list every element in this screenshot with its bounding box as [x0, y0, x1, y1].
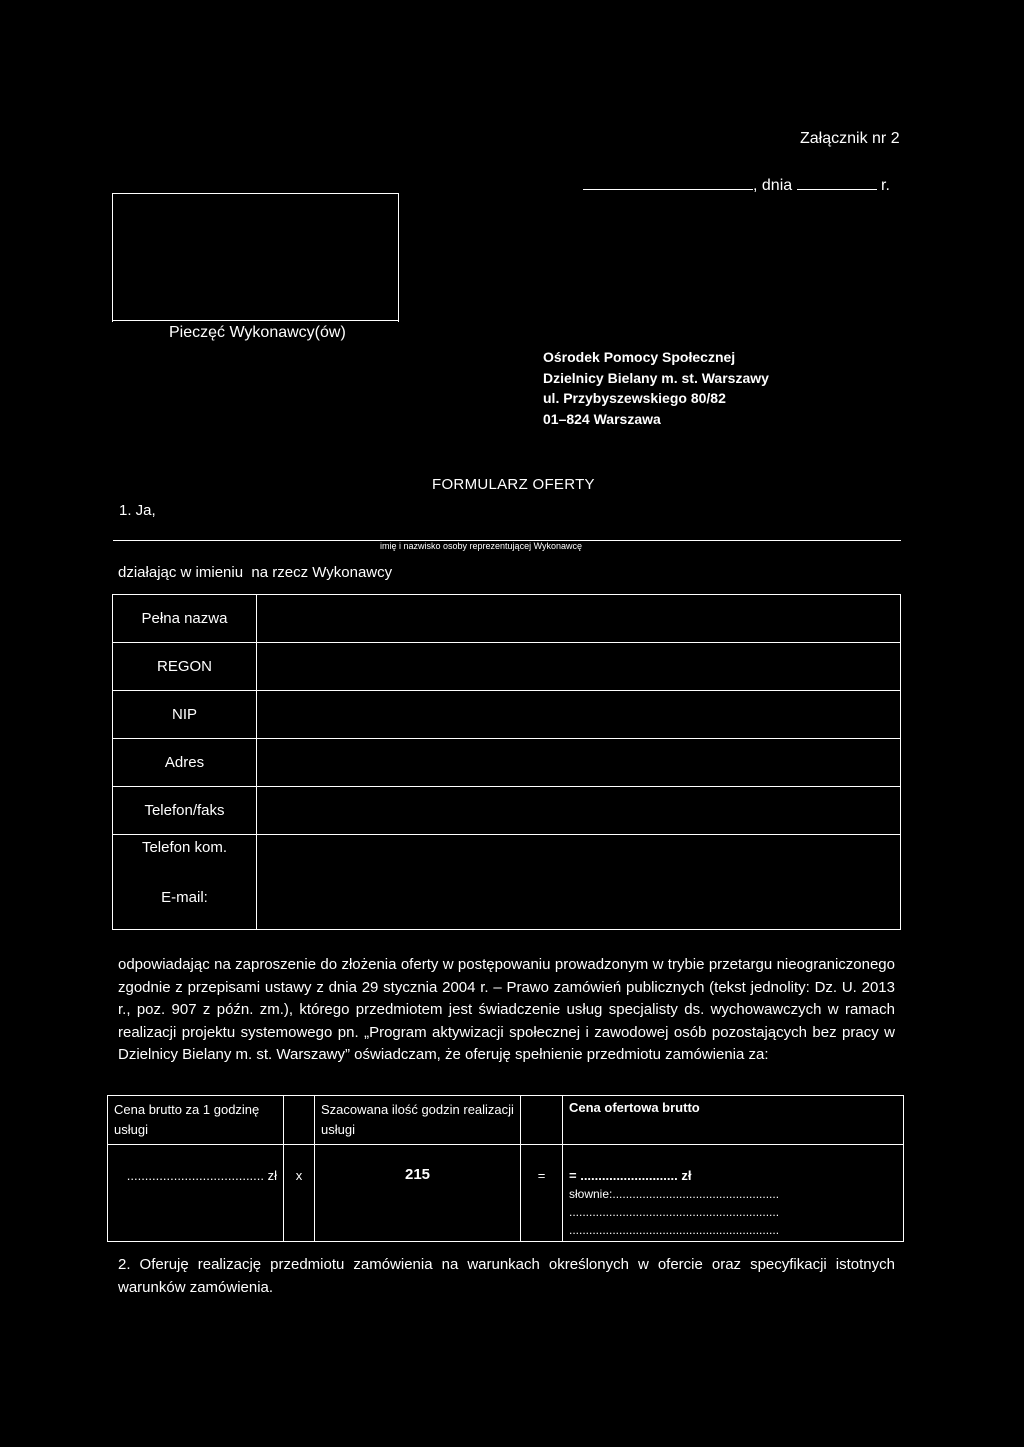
equals-sign: =	[521, 1145, 563, 1242]
form-title: FORMULARZ OFERTY	[432, 476, 595, 493]
header-spacer-1	[284, 1096, 315, 1145]
nip-field[interactable]	[257, 691, 901, 739]
in-words-line-2[interactable]: ...............................................................	[569, 1205, 780, 1219]
header-total-price: Cena ofertowa brutto	[563, 1096, 904, 1145]
times-sign: x	[284, 1145, 315, 1242]
contractor-info-table	[112, 594, 901, 930]
item-2-paragraph: 2. Oferuję realizację przedmiotu zamówienia na warunkach określonych w ofercie oraz specyfikacji istotnych warunków zamówienia.	[118, 1256, 895, 1296]
in-words-field[interactable]: słownie:..................................................	[569, 1187, 780, 1201]
row-label-phone-fax: Telefon/faks	[113, 787, 257, 835]
hours-value: 215	[315, 1145, 521, 1242]
stamp-baseline	[112, 320, 398, 321]
recipient-address	[543, 347, 769, 429]
unit-price-field[interactable]: ...................................... zł	[108, 1145, 284, 1242]
place-date-line	[583, 175, 890, 195]
date-suffix: r.	[881, 177, 890, 194]
place-field[interactable]	[583, 175, 753, 190]
row-label-email: E-mail:	[113, 885, 257, 930]
row-label-regon: REGON	[113, 643, 257, 691]
regon-field[interactable]	[257, 643, 901, 691]
table-row	[113, 691, 901, 739]
full-name-field[interactable]	[257, 595, 901, 643]
row-label-mobile: Telefon kom.	[113, 835, 257, 886]
header-spacer-2	[521, 1096, 563, 1145]
stamp-box	[112, 193, 399, 322]
price-table	[107, 1095, 904, 1242]
table-row	[108, 1145, 904, 1242]
acting-on-behalf-text: działając w imieniu na rzecz Wykonawcy	[118, 564, 393, 581]
table-row	[113, 595, 901, 643]
recipient-line-1: Ośrodek Pomocy Społecznej	[543, 349, 736, 365]
date-field[interactable]	[797, 175, 877, 190]
item-1-label: 1. Ja,	[119, 502, 156, 519]
recipient-line-2: Dzielnicy Bielany m. st. Warszawy	[543, 369, 769, 386]
header-hours: Szacowana ilość godzin realizacji usługi	[315, 1096, 521, 1145]
total-price-cell	[563, 1145, 904, 1242]
table-row	[113, 643, 901, 691]
row-label-full-name: Pełna nazwa	[113, 595, 257, 643]
recipient-line-3: ul. Przybyszewskiego 80/82	[543, 390, 726, 406]
table-row	[113, 739, 901, 787]
row-label-address: Adres	[113, 739, 257, 787]
name-field-hint: imię i nazwisko osoby reprezentującej Wykonawcę	[380, 541, 583, 551]
mobile-field[interactable]	[257, 835, 901, 930]
row-label-nip: NIP	[113, 691, 257, 739]
in-words-line-3[interactable]: ...............................................................	[569, 1223, 780, 1237]
header-unit-price: Cena brutto za 1 godzinę usługi	[108, 1096, 284, 1145]
phone-fax-field[interactable]	[257, 787, 901, 835]
stamp-caption: Pieczęć Wykonawcy(ów)	[169, 324, 346, 341]
recipient-line-4: 01–824 Warszawa	[543, 410, 661, 427]
table-row	[108, 1096, 904, 1145]
table-row	[113, 835, 901, 886]
table-row	[113, 787, 901, 835]
total-price-field[interactable]: = ........................... zł	[569, 1168, 692, 1183]
date-separator: , dnia	[753, 177, 793, 194]
address-field[interactable]	[257, 739, 901, 787]
attachment-label: Załącznik nr 2	[800, 130, 900, 147]
offer-paragraph: odpowiadając na zaproszenie do złożenia oferty w postępowaniu prowadzonym w trybie przetargu nieograniczonego zgodnie z przepisami ustawy z dnia 29 stycznia 2004 r. – Prawo zamówień publicznych (tekst jednolity: Dz. U. 2013 r., poz. 907 z późn. zm.), którego przedmiotem jest świadczenie usług specjalisty ds. wychowawczych w ramach realizacji projektu systemowego pn. „Program aktywizacji społecznej i zawodowej osób pozostających bez pracy w Dzielnicy Bielany m. st. Warszawy” oświadczam, że oferuję spełnienie przedmiotu zamówienia za:	[118, 956, 895, 1063]
